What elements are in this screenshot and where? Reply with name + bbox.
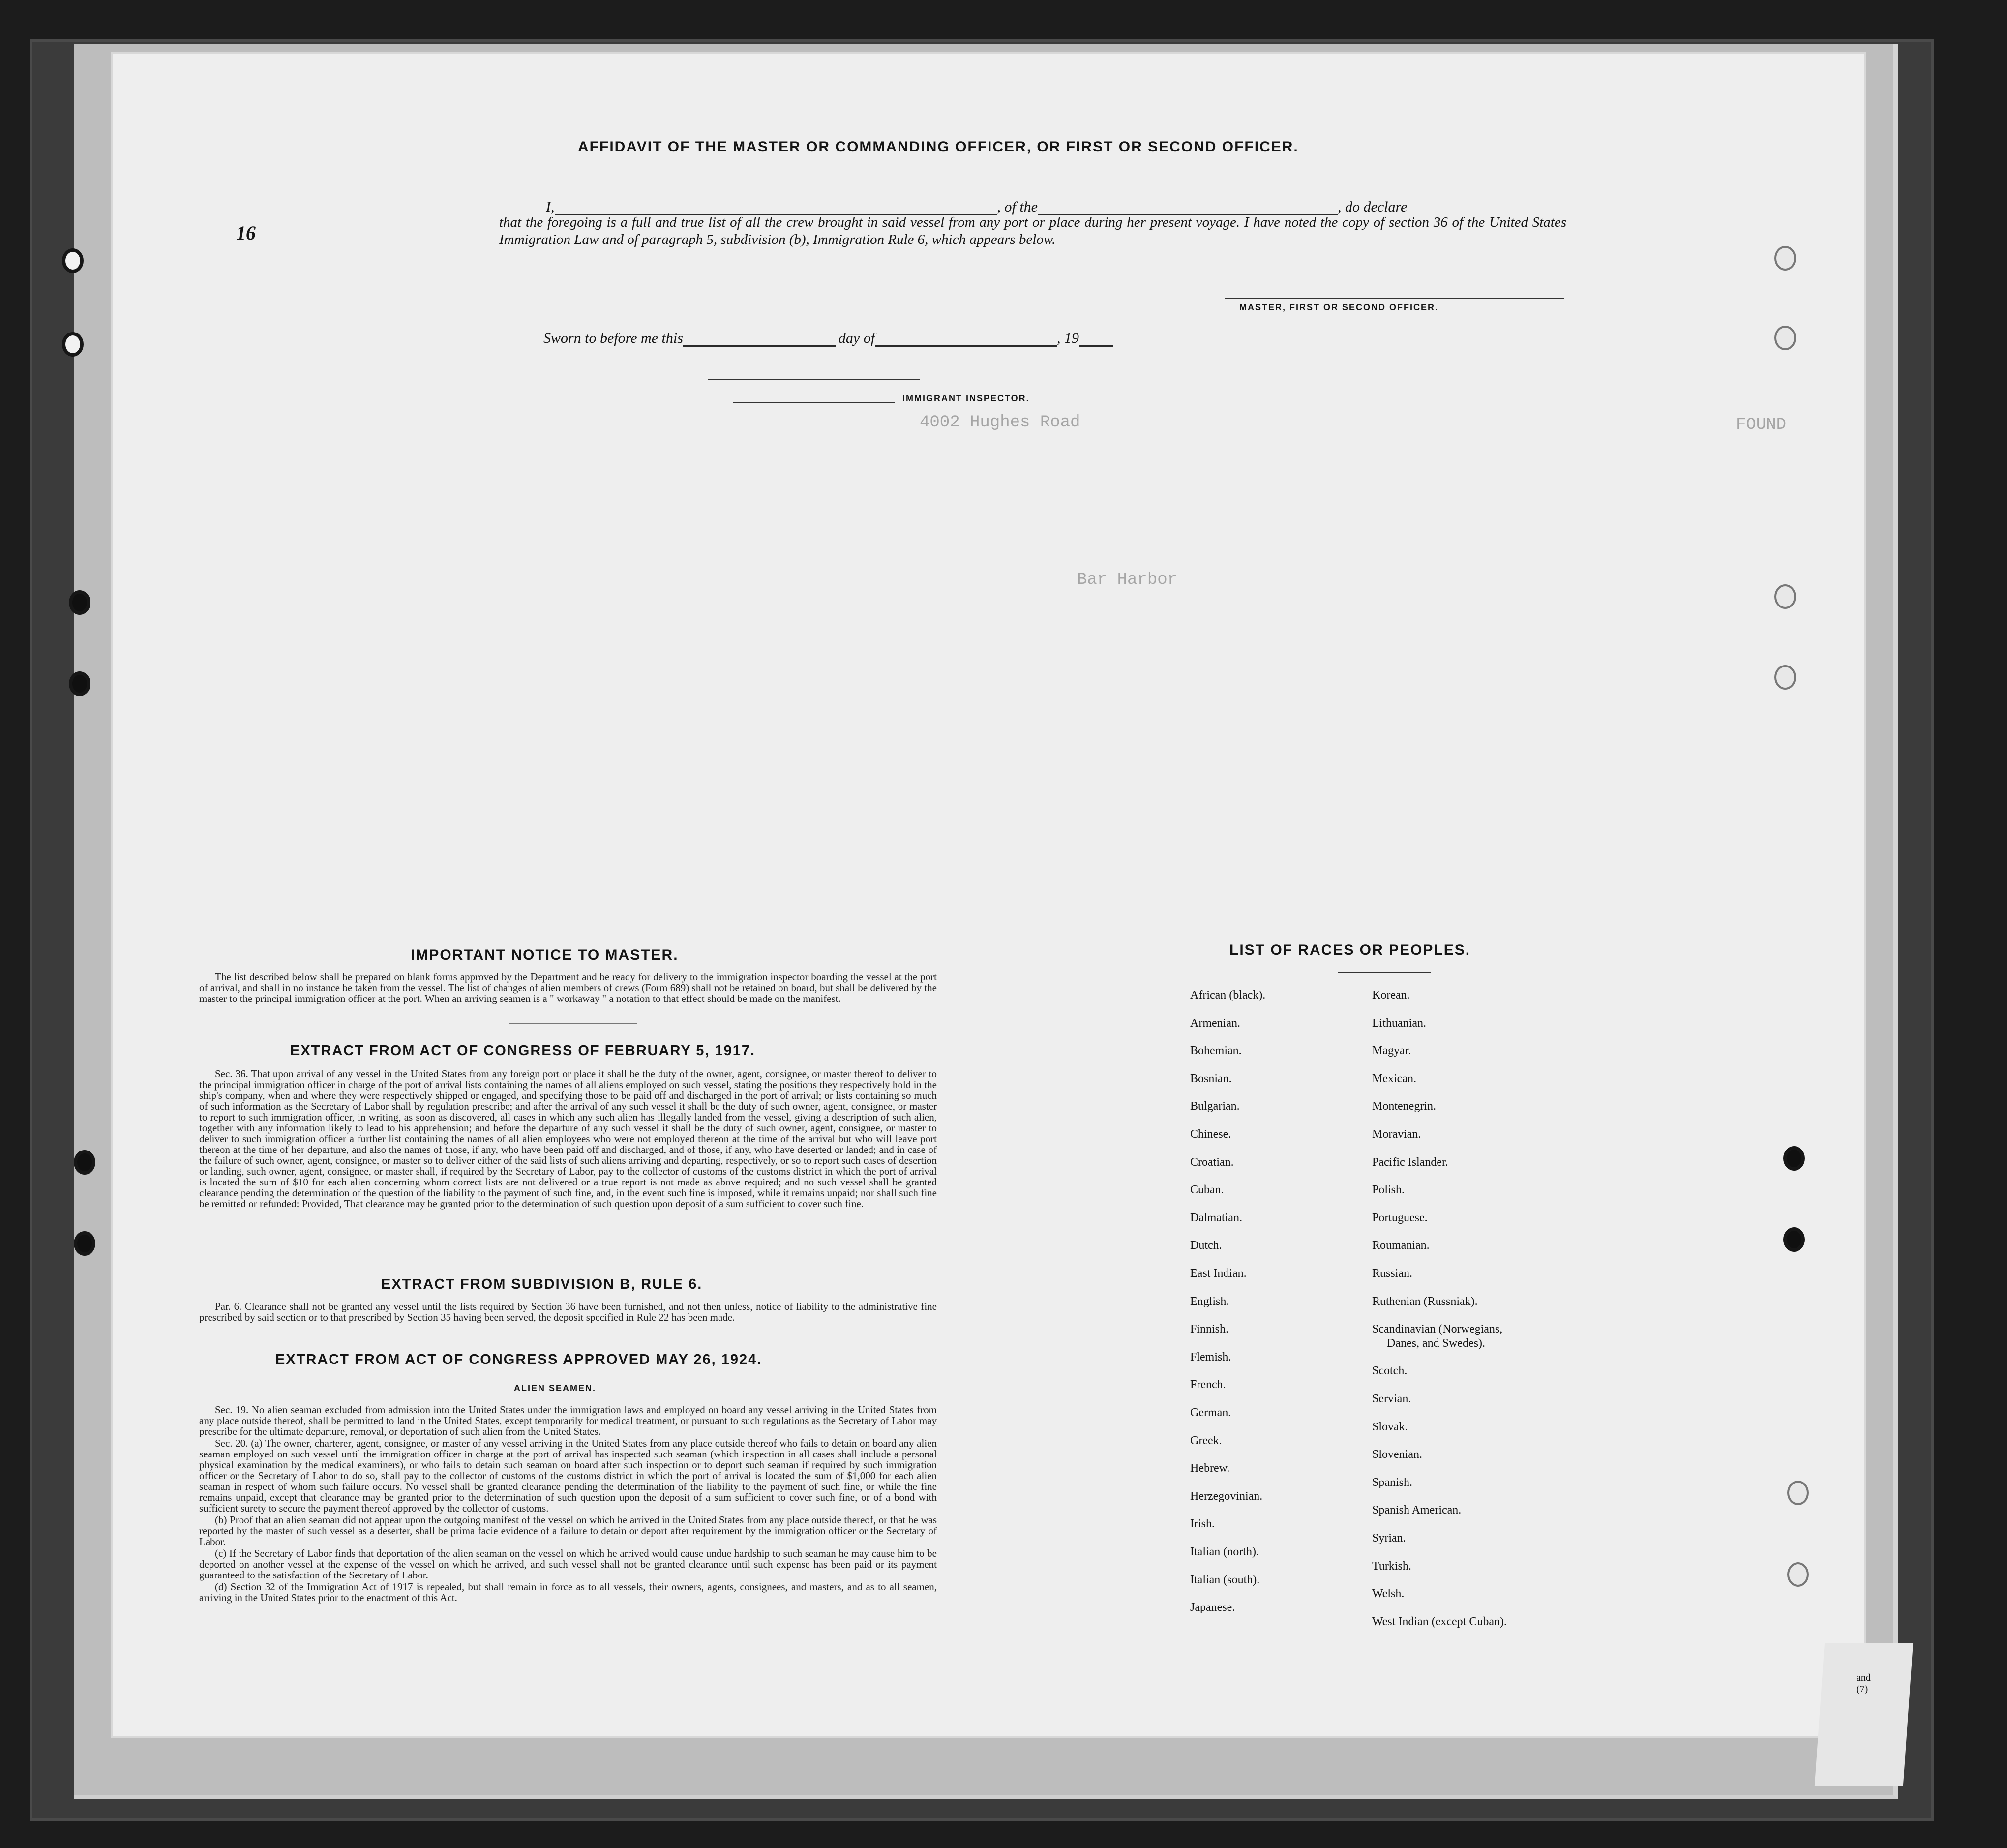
race-item: Japanese. — [1190, 1601, 1235, 1614]
form-page — [113, 54, 1871, 1736]
race-item: Spanish. — [1372, 1476, 1413, 1489]
declare-label: , do declare — [1338, 199, 1408, 215]
bleed-through-text: Bar Harbor — [1077, 571, 1178, 589]
declarant-name-field[interactable] — [555, 194, 997, 215]
bleed-through-text: 4002 Hughes Road — [920, 413, 1080, 432]
section-36-paragraph: Sec. 36. That upon arrival of any vessel in the United States from any foreign port or place it shall be the duty of the owner, agent, consignee, or master thereof to deliver to the principal immigration officer in charge of the port of arrival lists containing the names of all aliens employed on such vessel, stating the positions they respectively hold in the ship's company, when and where they were respectively shipped or engaged, and specifying those to be paid off and discharged in the port of arrival; or lists containing so much of such information as the Secretary of Labor shall by regulation prescribe; and after the arrival of any such vessel it shall be the duty of such owner, agent, consignee, or master to report to such immigration officer, in writing, as soon as discovered, all cases in which any such alien has illegally landed from the vessel, giving a description of such alien, together with any information likely to lead to his apprehension; and before the departure of any such vessel it shall be the duty of such owner, agent, consignee, or master to deliver to such immigration officer a further list containing the names of all alien employees who were not employed thereon at the time of the arrival but who will leave port thereon at the time of her departure, and also the names of those, if any, who have been paid off and discharged, and of those, if any, who have deserted or landed; and in case of the failure of such owner, agent, consignee, or master so to deliver either of the said lists of such aliens arriving and departing, respectively, or so to report such cases of desertion or landing, such owner, agent, consignee, or master shall, if required by the Secretary of Labor, pay to the collector of customs of the customs district in which the port of arrival is located the sum of $10 for each alien concerning whom correct lists are not delivered or a true report is not made as above required; and no such vessel shall be granted clearance pending the determination of the question of the liability to the payment of such fine, and, in the event such fine is imposed, while it remains unpaid; nor shall such fine be remitted or refunded: Provided, That clearance may be granted prior to the determination of such question upon deposit of a sum sufficient to cover such fine. — [199, 1068, 937, 1210]
race-item: Magyar. — [1372, 1044, 1411, 1058]
race-item: Welsh. — [1372, 1587, 1405, 1601]
race-item: Bohemian. — [1190, 1044, 1242, 1058]
race-item: Ruthenian (Russniak). — [1372, 1295, 1478, 1308]
race-item: Bulgarian. — [1190, 1100, 1240, 1113]
race-item: Herzegovinian. — [1190, 1489, 1263, 1503]
paragraph-6: Par. 6. Clearance shall not be granted any vessel until the lists required by Section 36 have been furnished, and not then unless, notice of liability to the administrative fine prescribed by said section or to that prescribed by Section 35 having been served, the deposit specified in Rule 22 has been made. — [199, 1301, 937, 1323]
section-19-paragraph: Sec. 19. No alien seaman excluded from admission into the United States under the immigration laws and employed on board any vessel arriving in the United States from any place outside thereof, shall be permitted to land in the United States, except temporarily for medical treatment, or pursuant to such regulations as the Secretary of Labor may prescribe for the ultimate departure, removal, or deportation of such alien from the United States. — [199, 1404, 937, 1437]
notice-text — [199, 971, 937, 1005]
section-20c-paragraph: (c) If the Secretary of Labor finds that deportation of the alien seaman on the vessel on which he arrived would cause undue hardship to such seaman he may cause him to be deported on another vessel at the expense of the vessel on which he arrived, and such vessel shall not be granted clearance until such expense has been paid or its payment guaranteed to the satisfaction of the Secretary of Labor. — [199, 1547, 937, 1581]
race-item: Servian. — [1372, 1393, 1411, 1405]
day-of-label: day of — [838, 330, 875, 346]
vessel-name-field[interactable] — [1038, 194, 1338, 215]
race-item: Korean. — [1372, 989, 1410, 1001]
race-item: Polish. — [1372, 1183, 1405, 1197]
declarant-label: I, — [546, 199, 555, 215]
race-item: Roumanian. — [1372, 1239, 1430, 1252]
master-signature-line[interactable] — [1225, 298, 1564, 299]
inspector-label: IMMIGRANT INSPECTOR. — [902, 394, 1030, 403]
races-title-rule — [1338, 972, 1431, 973]
binder-hole — [62, 248, 84, 273]
alien-seamen-subtitle: ALIEN SEAMEN. — [514, 1383, 597, 1393]
race-item: French. — [1190, 1378, 1226, 1392]
sworn-label: Sworn to before me this — [543, 330, 683, 346]
race-item: Scotch. — [1372, 1364, 1408, 1378]
binder-hole — [69, 671, 90, 696]
extract-rule6-text — [199, 1301, 937, 1324]
race-item: Armenian. — [1190, 1016, 1240, 1030]
race-item: Italian (south). — [1190, 1573, 1260, 1586]
race-item: East Indian. — [1190, 1267, 1247, 1280]
race-item: Moravian. — [1372, 1128, 1421, 1141]
race-item: Lithuanian. — [1372, 1016, 1426, 1030]
sworn-year-field[interactable] — [1079, 326, 1113, 347]
race-item: Turkish. — [1372, 1559, 1411, 1573]
race-item: West Indian (except Cuban). — [1372, 1615, 1507, 1628]
race-item: Italian (north). — [1190, 1545, 1259, 1558]
notice-paragraph: The list described below shall be prepared on blank forms approved by the Department and be ready for delivery to the immigration inspector boarding the vessel at the port of arrival, and shall in no instance be taken from the vessel. The list of changes of alien members of crews (Form 689) shall not be retained on board, but shall be delivered by the master to the principal immigration officer at the port. When an arriving seamen is a " workaway " a notation to that effect should be made on the manifest. — [199, 971, 937, 1004]
race-item: Finnish. — [1190, 1323, 1229, 1336]
affidavit-body: that the foregoing is a full and true list of all the crew brought in said vessel from any port or place during her present voyage. I have noted the copy of section 36 of the United States Immigration Law and of paragraph 5, subdivision (b), Immigration Rule 6, which appears below. — [499, 214, 1566, 247]
binder-hole — [1774, 584, 1796, 609]
race-item: Spanish American. — [1372, 1504, 1462, 1517]
binder-hole — [1787, 1562, 1809, 1587]
sworn-month-field[interactable] — [875, 326, 1057, 347]
race-item: Russian. — [1372, 1267, 1413, 1280]
race-item: Portuguese. — [1372, 1211, 1428, 1224]
extract-1917-text — [199, 1068, 937, 1210]
year-label: , 19 — [1057, 330, 1079, 346]
binder-hole — [1774, 326, 1796, 350]
race-item: Irish. — [1190, 1517, 1215, 1531]
inspector-signature-line-top[interactable] — [708, 379, 920, 380]
sworn-line — [543, 326, 1113, 347]
race-item: Pacific Islander. — [1372, 1155, 1448, 1169]
attached-corner-slip — [1815, 1643, 1913, 1786]
race-item: Mexican. — [1372, 1072, 1416, 1085]
race-item: Montenegrin. — [1372, 1100, 1436, 1113]
binder-hole — [74, 1231, 95, 1256]
notice-title: IMPORTANT NOTICE TO MASTER. — [411, 947, 679, 963]
extract-1917-title: EXTRACT FROM ACT OF CONGRESS OF FEBRUARY 5, 1917. — [290, 1043, 756, 1059]
race-item: Greek. — [1190, 1434, 1222, 1447]
race-item: Dutch. — [1190, 1239, 1222, 1252]
race-item: Dalmatian. — [1190, 1211, 1242, 1224]
extract-rule6-title: EXTRACT FROM SUBDIVISION B, RULE 6. — [381, 1276, 703, 1292]
sworn-day-field[interactable] — [683, 326, 836, 347]
races-title: LIST OF RACES OR PEOPLES. — [1229, 942, 1471, 958]
binder-hole — [1783, 1146, 1805, 1171]
race-item: Cuban. — [1190, 1183, 1224, 1197]
section-divider — [509, 1023, 637, 1024]
binder-hole — [1787, 1481, 1809, 1505]
race-item: Chinese. — [1190, 1128, 1231, 1141]
margin-mark: 16 — [236, 222, 256, 244]
race-item: Slovak. — [1372, 1420, 1408, 1433]
race-item: Danes, and Swedes). — [1387, 1336, 1485, 1350]
binder-hole — [74, 1150, 95, 1175]
section-20a-paragraph: Sec. 20. (a) The owner, charterer, agent, consignee, or master of any vessel arriving in the United States from any place outside thereof who fails to detain on board any alien seaman employed on such vessel until the immigration officer in charge at the port of arrival has inspected such seaman (which inspection in all cases shall include a personal physical examination by the medical examiners), or who fails to detain such seaman on board after such inspection or to deport such seaman if required by such immigration officer or the Secretary of Labor to do so, shall pay to the collector of customs of the customs district in which the port of arrival is located the sum of $1,000 for each alien seaman in respect of whom such failure occurs. No vessel shall be granted clearance pending the determination of the liability to the payment of such fine, or while the fine remains unpaid, except that clearance may be granted prior to the determination of such question upon the deposit of a sum sufficient to cover such fine, or of a bond with sufficient surety to secure the payment thereof approved by the collector of customs. — [199, 1437, 937, 1514]
binder-hole — [69, 590, 90, 615]
corner-note: and (7) — [1857, 1672, 1871, 1695]
bleed-through-text: FOUND — [1736, 416, 1787, 434]
section-20b-paragraph: (b) Proof that an alien seaman did not appear upon the outgoing manifest of the vessel on which he arrived in the United States from any place outside thereof, or that he was reported by the master of such vessel as a deserter, shall be prima facie evidence of a failure to detain or deport after requirement by the immigration officer or the Secretary of Labor. — [199, 1514, 937, 1547]
binder-hole — [1774, 665, 1796, 690]
of-the-label: , of the — [997, 199, 1038, 215]
race-item: German. — [1190, 1406, 1231, 1419]
race-item: Flemish. — [1190, 1350, 1231, 1363]
affidavit-title: AFFIDAVIT OF THE MASTER OR COMMANDING OFFICER, OR FIRST OR SECOND OFFICER. — [578, 139, 1299, 155]
race-item: Bosnian. — [1190, 1072, 1232, 1085]
binder-hole — [62, 332, 84, 357]
race-item: English. — [1190, 1295, 1229, 1308]
race-item: Slovenian. — [1372, 1448, 1422, 1461]
master-signature-label: MASTER, FIRST OR SECOND OFFICER. — [1239, 303, 1439, 312]
inspector-signature-line[interactable] — [733, 402, 895, 403]
race-item: Scandinavian (Norwegians, — [1372, 1323, 1503, 1336]
binder-hole — [1774, 246, 1796, 271]
affidavit-declaration-line — [546, 194, 1407, 215]
section-20d-paragraph: (d) Section 32 of the Immigration Act of 1917 is repealed, but shall remain in force as to all vessels, their owners, agents, consignees, and masters, and as to all seamen, arriving in the United States prior to the enactment of this Act. — [199, 1581, 937, 1604]
extract-1924-text — [199, 1404, 937, 1604]
race-item: Croatian. — [1190, 1155, 1234, 1169]
race-item: Hebrew. — [1190, 1462, 1230, 1475]
extract-1924-title: EXTRACT FROM ACT OF CONGRESS APPROVED MAY 26, 1924. — [275, 1352, 762, 1367]
binder-hole — [1783, 1227, 1805, 1252]
race-item: Syrian. — [1372, 1532, 1406, 1545]
race-item: African (black). — [1190, 989, 1266, 1001]
